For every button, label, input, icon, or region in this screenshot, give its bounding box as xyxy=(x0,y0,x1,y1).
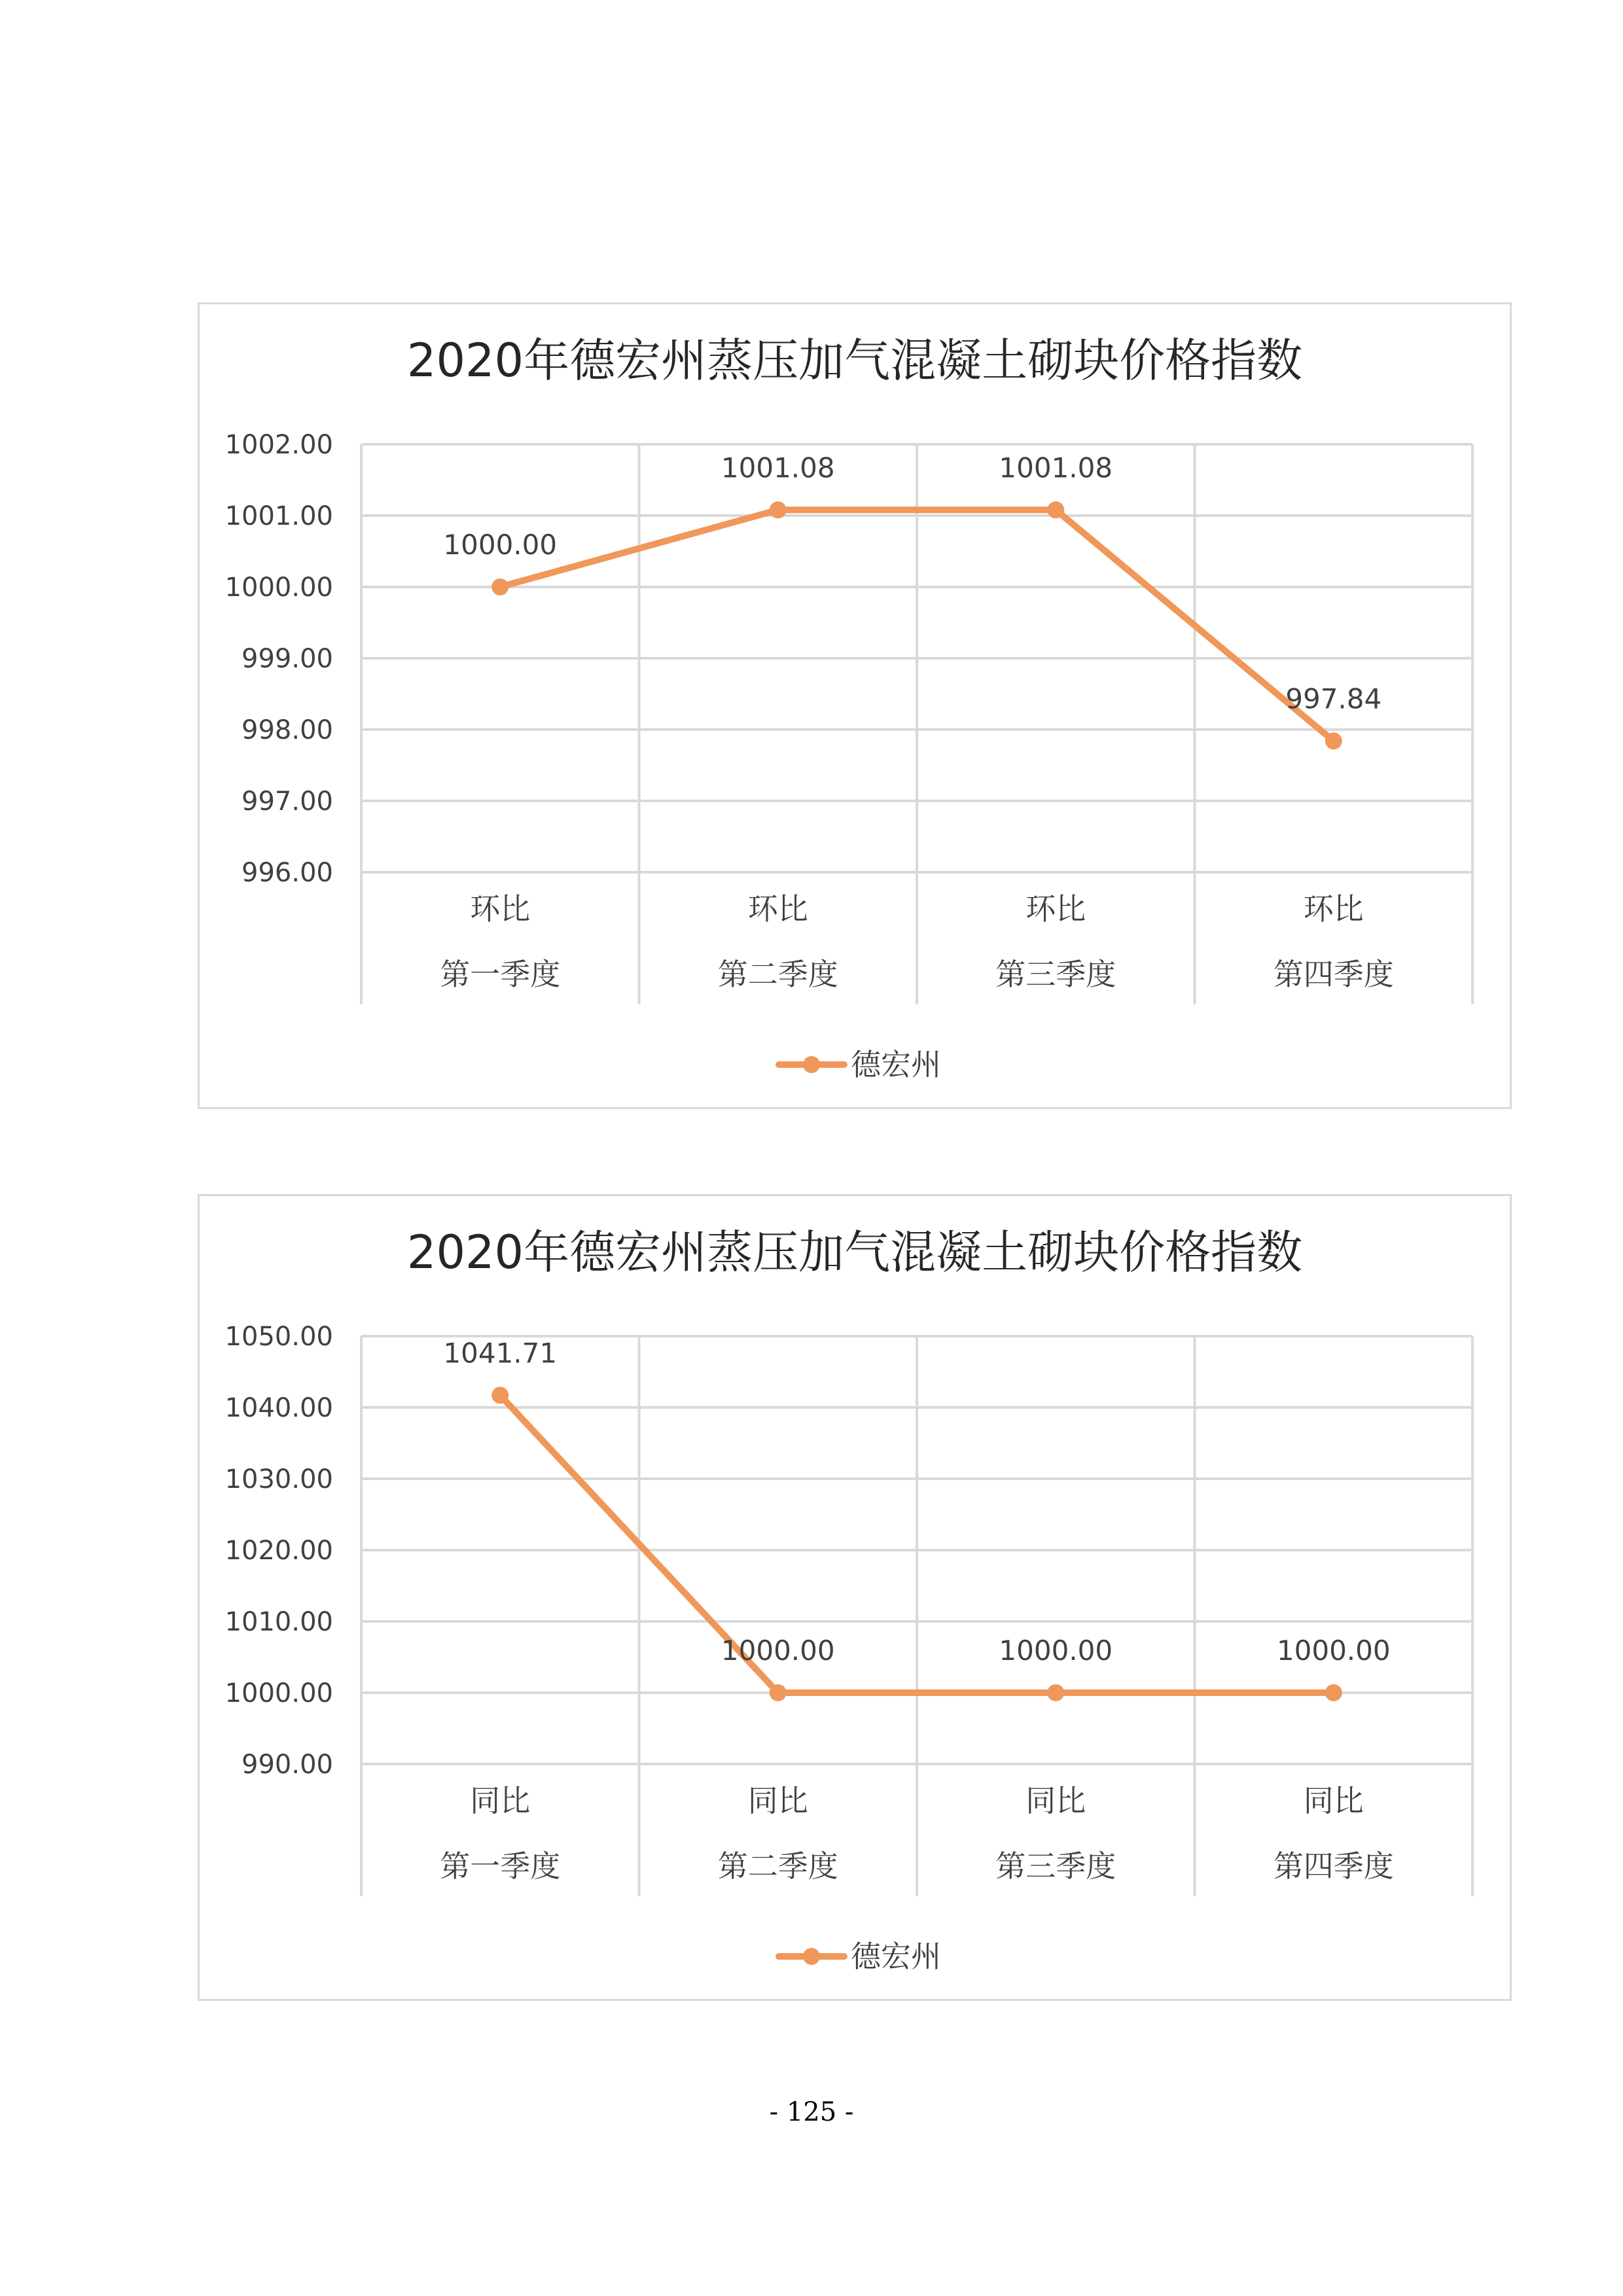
data-point-marker xyxy=(491,1386,508,1404)
x-tick-label-main: 第三季度 xyxy=(995,1848,1116,1884)
y-tick-label: 1002.00 xyxy=(224,430,333,460)
x-tick-label-main: 第四季度 xyxy=(1273,957,1394,992)
legend-marker-swatch xyxy=(803,1948,820,1965)
data-point-marker xyxy=(491,578,508,595)
y-tick-label: 1010.00 xyxy=(224,1607,333,1637)
data-point-marker xyxy=(770,501,787,518)
y-tick-label: 1040.00 xyxy=(224,1393,333,1423)
line-chart-ring-ratio xyxy=(200,304,1510,1107)
data-label: 1001.08 xyxy=(999,451,1113,484)
data-label: 997.84 xyxy=(1285,682,1382,715)
y-tick-label: 1030.00 xyxy=(224,1464,333,1494)
data-label: 1000.00 xyxy=(721,1634,835,1667)
x-tick-label-main: 第一季度 xyxy=(440,957,561,992)
data-point-marker xyxy=(1047,1684,1064,1701)
y-tick-label: 1020.00 xyxy=(224,1536,333,1566)
data-label: 1000.00 xyxy=(443,529,558,561)
y-tick-label: 999.00 xyxy=(241,644,333,674)
data-label: 1000.00 xyxy=(999,1634,1113,1667)
x-tick-label-main: 第一季度 xyxy=(440,1848,561,1884)
legend-marker-swatch xyxy=(803,1056,820,1073)
y-tick-label: 1001.00 xyxy=(224,501,333,531)
data-point-marker xyxy=(1047,501,1064,518)
y-tick-label: 996.00 xyxy=(241,858,333,888)
data-point-marker xyxy=(1325,732,1342,749)
y-tick-label: 998.00 xyxy=(241,715,333,745)
x-tick-label-main: 第二季度 xyxy=(717,957,838,992)
x-tick-label-sub: 环比 xyxy=(1026,891,1086,927)
data-point-marker xyxy=(1325,1684,1342,1701)
legend-label: 德宏州 xyxy=(851,1939,941,1974)
x-tick-label-main: 第二季度 xyxy=(717,1848,838,1884)
line-chart-year-on-year xyxy=(200,1196,1510,1999)
data-point-marker xyxy=(770,1684,787,1701)
chart-title: 2020年德宏州蒸压加气混凝土砌块价格指数 xyxy=(406,1226,1303,1279)
y-tick-label: 990.00 xyxy=(241,1750,333,1780)
x-tick-label-sub: 同比 xyxy=(1303,1783,1364,1818)
x-tick-label-main: 第四季度 xyxy=(1273,1848,1394,1884)
y-tick-label: 1000.00 xyxy=(224,1678,333,1708)
page-number: - 125 - xyxy=(769,2097,854,2127)
x-tick-label-sub: 环比 xyxy=(470,891,531,927)
x-tick-label-sub: 环比 xyxy=(747,891,808,927)
x-tick-label-sub: 同比 xyxy=(747,1783,808,1818)
data-label: 1000.00 xyxy=(1276,1634,1391,1667)
y-tick-label: 1000.00 xyxy=(224,573,333,603)
data-label: 1001.08 xyxy=(721,451,835,484)
x-tick-label-sub: 环比 xyxy=(1303,891,1364,927)
y-tick-label: 1050.00 xyxy=(224,1322,333,1352)
chart-panel-year-on-year xyxy=(198,1194,1512,2001)
y-tick-label: 997.00 xyxy=(241,786,333,817)
x-tick-label-sub: 同比 xyxy=(470,1783,531,1818)
data-label: 1041.71 xyxy=(443,1337,558,1369)
legend-label: 德宏州 xyxy=(851,1047,941,1082)
chart-panel-ring-ratio xyxy=(198,302,1512,1109)
chart-title: 2020年德宏州蒸压加气混凝土砌块价格指数 xyxy=(406,334,1303,387)
x-tick-label-sub: 同比 xyxy=(1026,1783,1086,1818)
x-tick-label-main: 第三季度 xyxy=(995,957,1116,992)
